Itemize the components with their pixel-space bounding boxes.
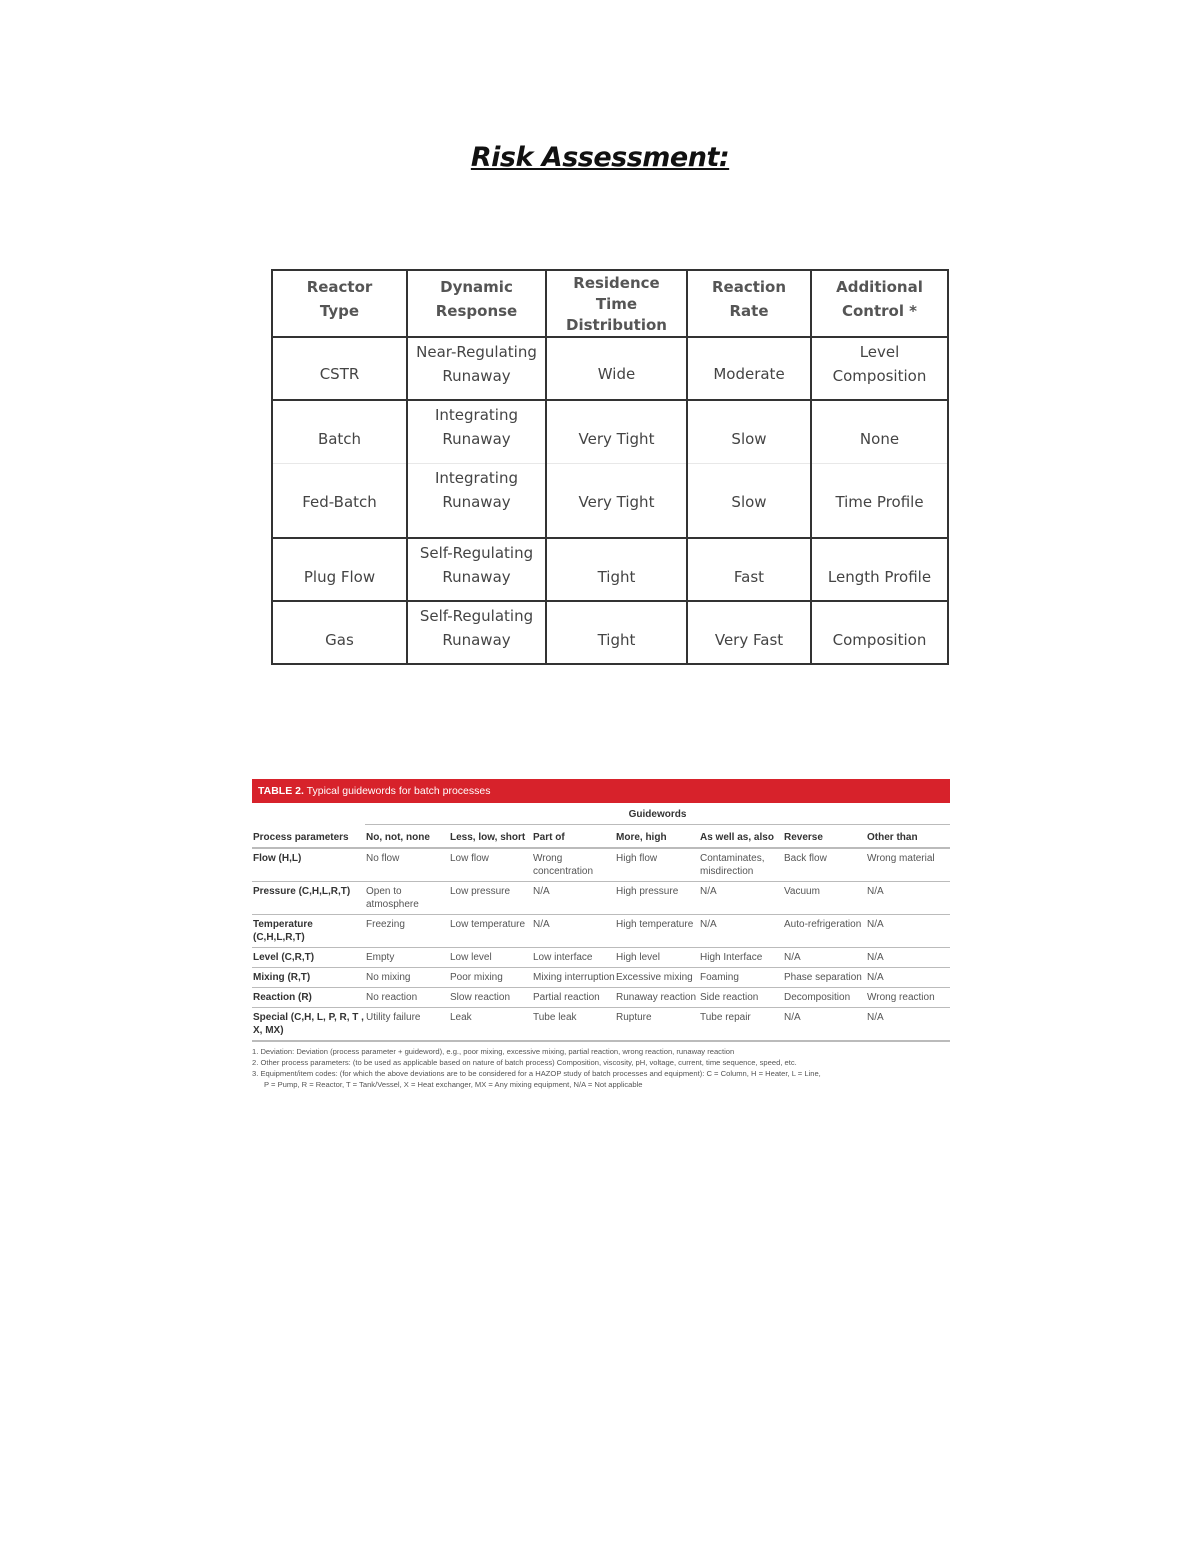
table-cell: N/A	[699, 882, 783, 915]
table-cell: Mixing interruption	[532, 968, 615, 988]
footnote: 1. Deviation: Deviation (process parameter + guideword), e.g., poor mixing, excessive mixing, partial reaction, wrong reaction, runaway reaction	[252, 1047, 735, 1056]
table-row	[272, 601, 948, 664]
table-cell: Rupture	[615, 1008, 699, 1042]
table-cell: Self-Regulating Runaway	[407, 538, 546, 601]
column-header-row	[252, 825, 950, 849]
table-cell: No mixing	[365, 968, 449, 988]
column-header: Process parameters	[252, 825, 365, 849]
table-row	[252, 968, 950, 988]
table-cell: N/A	[532, 915, 615, 948]
table-cell: Near-Regulating Runaway	[407, 337, 546, 400]
table-row	[252, 882, 950, 915]
table-row	[252, 848, 950, 882]
header-cell: Additional Control *	[811, 270, 948, 337]
table-cell: Partial reaction	[532, 988, 615, 1008]
header-cell: Reactor Type	[272, 270, 407, 337]
table-row	[272, 400, 948, 463]
footnote: P = Pump, R = Reactor, T = Tank/Vessel, X = Heat exchanger, MX = Any mixing equipment, N/A = Not applicable	[264, 1080, 643, 1089]
table-cell: Integrating Runaway	[407, 400, 546, 463]
table-cell: N/A	[866, 915, 950, 948]
table-cell: Empty	[365, 948, 449, 968]
table-cell: Back flow	[783, 848, 866, 882]
table-cell: N/A	[866, 968, 950, 988]
table-cell: Plug Flow	[272, 538, 407, 601]
table-cell: CSTR	[272, 337, 407, 400]
table-cell: Auto-refrigeration	[783, 915, 866, 948]
table-cell: Slow reaction	[449, 988, 532, 1008]
table-cell: Low level	[449, 948, 532, 968]
table-cell: Wrong reaction	[866, 988, 950, 1008]
table-cell: Foaming	[699, 968, 783, 988]
table-cell: Leak	[449, 1008, 532, 1042]
table-cell: No flow	[365, 848, 449, 882]
table-cell: High temperature	[615, 915, 699, 948]
table-cell: Contaminates, misdirection	[699, 848, 783, 882]
table-cell: Runaway reaction	[615, 988, 699, 1008]
parameter-cell: Reaction (R)	[252, 988, 365, 1008]
table-cell: Composition	[811, 601, 948, 664]
column-header: Other than	[866, 825, 950, 849]
table-cell: Very Fast	[687, 601, 811, 664]
table-cell: High pressure	[615, 882, 699, 915]
parameter-cell: Mixing (R,T)	[252, 968, 365, 988]
table-row	[252, 988, 950, 1008]
table-cell: Integrating Runaway	[407, 463, 546, 538]
table-cell: Phase separation	[783, 968, 866, 988]
table-cell: High Interface	[699, 948, 783, 968]
table-cell: N/A	[866, 882, 950, 915]
footnote: 2. Other process parameters: (to be used as applicable based on nature of batch process) Composition, viscosity, pH, voltage, current, time sequence, speed, etc.	[252, 1058, 797, 1067]
header-cell: Residence Time Distribution	[546, 270, 687, 337]
table-cell: Poor mixing	[449, 968, 532, 988]
table-cell: Self-Regulating Runaway	[407, 601, 546, 664]
table-cell: Tube leak	[532, 1008, 615, 1042]
table-cell: Side reaction	[699, 988, 783, 1008]
table-cell: Slow	[687, 400, 811, 463]
parameter-cell: Temperature (C,H,L,R,T)	[252, 915, 365, 948]
table-cell: N/A	[783, 948, 866, 968]
guidewords-table	[252, 803, 950, 1042]
column-header: No, not, none	[365, 825, 449, 849]
header-cell: Reaction Rate	[687, 270, 811, 337]
column-header: Less, low, short	[449, 825, 532, 849]
table-row	[252, 948, 950, 968]
table-cell: Length Profile	[811, 538, 948, 601]
table-cell: Batch	[272, 400, 407, 463]
column-header: Part of	[532, 825, 615, 849]
table-row	[272, 538, 948, 601]
column-header: More, high	[615, 825, 699, 849]
header-cell: Dynamic Response	[407, 270, 546, 337]
table-cell: Utility failure	[365, 1008, 449, 1042]
table-cell: Wrong material	[866, 848, 950, 882]
table-cell: N/A	[699, 915, 783, 948]
table-cell: Level Composition	[811, 337, 948, 400]
table-cell: Very Tight	[546, 463, 687, 538]
table-cell: Low temperature	[449, 915, 532, 948]
table-cell: Slow	[687, 463, 811, 538]
table-cell: None	[811, 400, 948, 463]
table-cell: Wide	[546, 337, 687, 400]
table-cell: Tube repair	[699, 1008, 783, 1042]
table-cell: Open to atmosphere	[365, 882, 449, 915]
table-caption-text: Typical guidewords for batch processes	[306, 785, 491, 797]
parameter-cell: Flow (H,L)	[252, 848, 365, 882]
table-cell: High flow	[615, 848, 699, 882]
table-cell: N/A	[866, 1008, 950, 1042]
column-header: Reverse	[783, 825, 866, 849]
blank-cell	[252, 803, 365, 825]
table-cell: N/A	[532, 882, 615, 915]
table-row	[272, 337, 948, 400]
footnote: 3. Equipment/item codes: (for which the above deviations are to be considered for a HAZOP study of batch processes and equipment): C = Column, H = Heater, L = Line,	[252, 1069, 821, 1078]
table-cell: Low interface	[532, 948, 615, 968]
table-row	[252, 1008, 950, 1042]
parameter-cell: Pressure (C,H,L,R,T)	[252, 882, 365, 915]
table-cell: Fast	[687, 538, 811, 601]
table-caption-number: TABLE 2.	[258, 785, 304, 797]
table-cell: Vacuum	[783, 882, 866, 915]
table-cell: Freezing	[365, 915, 449, 948]
table-cell: Low flow	[449, 848, 532, 882]
table-cell: No reaction	[365, 988, 449, 1008]
table-cell: Excessive mixing	[615, 968, 699, 988]
table-row	[272, 463, 948, 538]
guidewords-table-figure	[252, 779, 950, 1090]
table-cell: Moderate	[687, 337, 811, 400]
table-cell: Very Tight	[546, 400, 687, 463]
table-cell: Fed-Batch	[272, 463, 407, 538]
column-header: As well as, also	[699, 825, 783, 849]
guidewords-group-header: Guidewords	[365, 803, 950, 825]
table-cell: N/A	[783, 1008, 866, 1042]
table-cell: Tight	[546, 601, 687, 664]
table-cell: Wrong concentration	[532, 848, 615, 882]
table-footnotes	[252, 1046, 950, 1090]
table-cell: Decomposition	[783, 988, 866, 1008]
table-cell: Low pressure	[449, 882, 532, 915]
table-caption	[252, 779, 950, 803]
table-row	[252, 915, 950, 948]
parameter-cell: Level (C,R,T)	[252, 948, 365, 968]
table-cell: Time Profile	[811, 463, 948, 538]
guidewords-group-row	[252, 803, 950, 825]
reactor-type-table	[271, 269, 949, 665]
table-cell: Tight	[546, 538, 687, 601]
page-title: Risk Assessment:	[470, 142, 730, 173]
table-cell: High level	[615, 948, 699, 968]
parameter-cell: Special (C,H, L, P, R, T , X, MX)	[252, 1008, 365, 1042]
reactor-table-header-row	[272, 270, 948, 337]
table-cell: Gas	[272, 601, 407, 664]
table-cell: N/A	[866, 948, 950, 968]
